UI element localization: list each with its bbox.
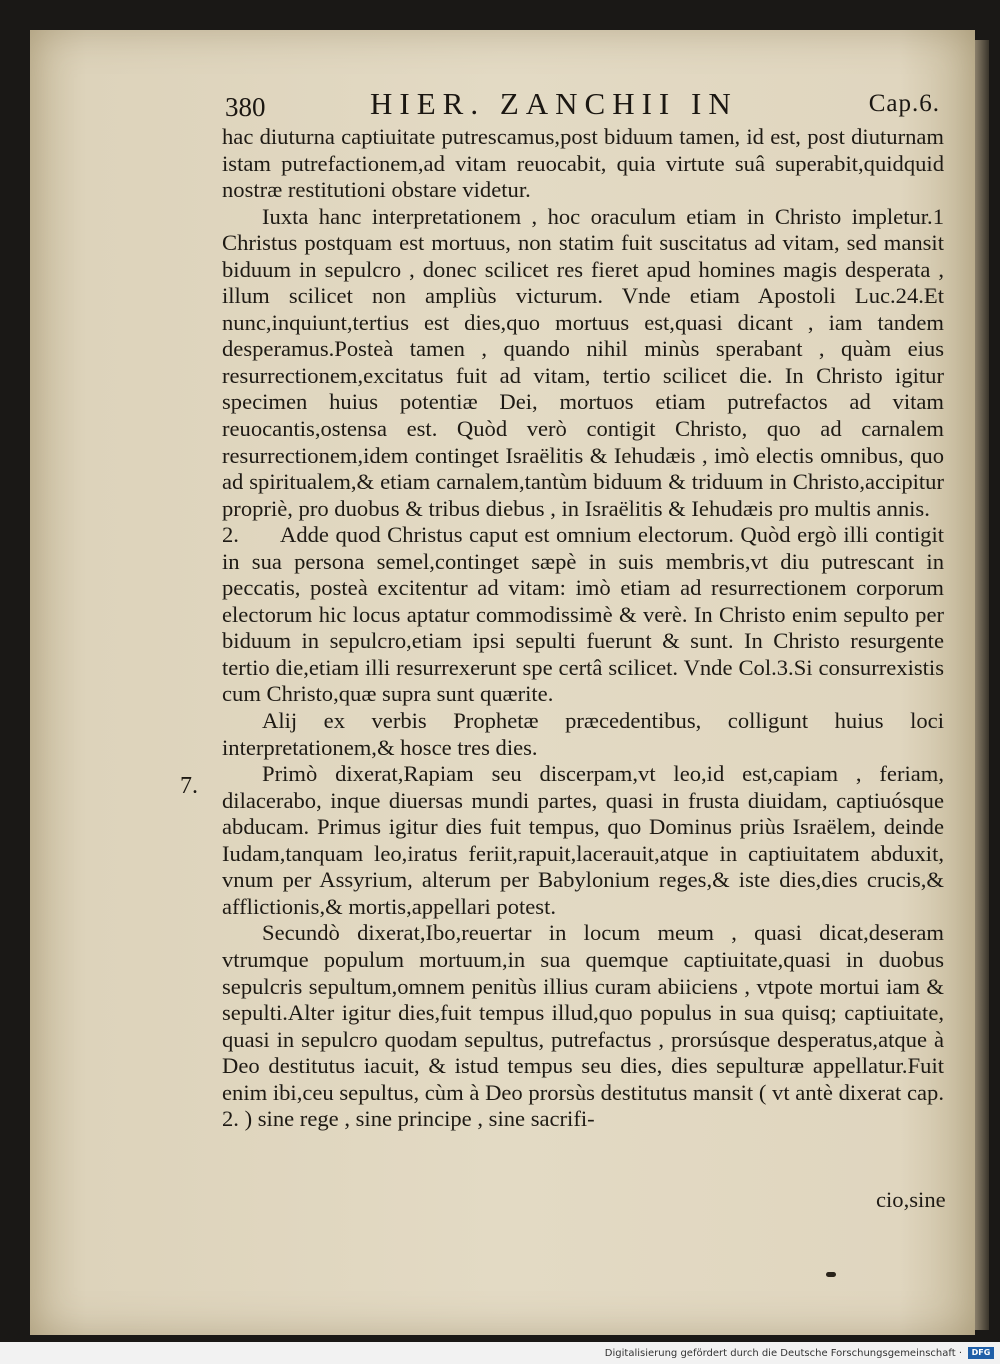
footer-bar xyxy=(0,1342,1000,1364)
paragraph-6: Secundò dixerat,Ibo,reuertar in locum meum , quasi dicat,deseram vtrumque populum mortuum,in sua quemque captiuitate,quasi in duobus sepulcris sepultum,omnem penitùs illius curam abiiciens , vtpote mortui iam & sepulti.Alter igitur dies,fuit tempus illud,quo populus in sua quisq; captiuitate, quasi in sepulcro quodam sepultus, putrefactus , prorsúsque desperatus,atque à Deo destitutus iacuit, & istud tempus seu dies, dies sepulturæ appellatur.Fuit enim ibi,ceu sepultus, cùm à Deo prorsùs destitutus mansit ( vt antè dixerat cap. 2. ) sine rege , sine principe , sine sacrifi- xyxy=(222,920,944,1132)
page-number: 380 xyxy=(225,92,266,122)
chapter-label: Cap.6. xyxy=(868,90,940,117)
catchword: cio,sine xyxy=(876,1187,946,1212)
margin-note: 7. xyxy=(180,773,198,799)
running-head xyxy=(225,84,940,128)
paragraph-4: Alij ex verbis Prophetæ præcedentibus, colligunt huius loci interpretationem,& hosce tres dies. xyxy=(222,708,944,760)
paragraph-3 xyxy=(222,522,944,708)
page-edge xyxy=(975,40,989,1330)
dfg-logo-icon: DFG xyxy=(968,1347,994,1359)
ink-mark xyxy=(826,1272,836,1277)
paragraph-number: 2. xyxy=(222,522,239,548)
body-text xyxy=(222,124,944,1133)
running-title: HIER. ZANCHII IN xyxy=(370,86,738,121)
footer-credit: Digitalisierung gefördert durch die Deutsche Forschungsgemeinschaft · xyxy=(604,1348,962,1359)
paragraph-5: Primò dixerat,Rapiam seu discerpam,vt leo,id est,capiam , feriam, dilacerabo, inque diuersas mundi partes, quasi in frusta diuidam, captiuósque abducam. Primus igitur dies fuit tempus, quo Dominus priùs Israëlem, deinde Iudam,tanquam leo,iratus feriit,rapuit,lacerauit,atque in captiuitatem abduxit, vnum per Assyrium, alterum per Babylonium reges,& iste dies,dies crucis,& afflictionis,& mortis,appellari potest. xyxy=(222,761,944,919)
paragraph-1: hac diuturna captiuitate putrescamus,post biduum tamen, id est, post diuturnam istam putrefactionem,ad vitam reuocabit, quia virtute suâ superabit,quidquid nostræ restitutioni obstare videtur. xyxy=(222,124,944,203)
paragraph-3-text: Adde quod Christus caput est omnium electorum. Quòd ergò illi contigit in sua persona semel,continget sæpè in suis membris,vt diu putrescant in peccatis, posteà excitentur ad vitam: imò etiam ad resurrectionem corporum electorum hic locus aptatur commodissimè & verè. In Christo enim sepulto per biduum in sepulcro,etiam ipsi sepulti fuerunt & sunt. In Christo resurgente tertio die,etiam illi resurrexerunt spe certâ scilicet. Vnde Col.3.Si consurrexistis cum Christo,quæ supra sunt quærite. xyxy=(222,522,944,707)
paragraph-2: Iuxta hanc interpretationem , hoc oraculum etiam in Christo impletur.1 Christus postquam est mortuus, non statim fuit suscitatus ad vitam, sed mansit biduum in sepulcro , donec scilicet res fieret apud homines magis desperata , illum scilicet non ampliùs victurum. Vnde etiam Apostoli Luc.24.Et nunc,inquiunt,tertius est dies,quo mortuus est,quasi dicant , iam tandem desperamus.Posteà tamen , quando nihil minùs sperabant , quàm eius resurrectionem,excitatus fuit ad vitam, tertio scilicet die. In Christo igitur specimen huius potentiæ Dei, mortuos etiam putrefactos ad vitam reuocantis,ostensa est. Quòd verò contigit Christo, quo ad carnalem resurrectionem,idem continget Israëlitis & Iehudæis , imò electis omnibus, quo ad spiritualem,& etiam carnalem,tantùm biduum & triduum in Christo,accipitur propriè, pro duobus & tribus diebus , in Israëlitis & Iehudæis pro multis annis. xyxy=(222,203,944,521)
